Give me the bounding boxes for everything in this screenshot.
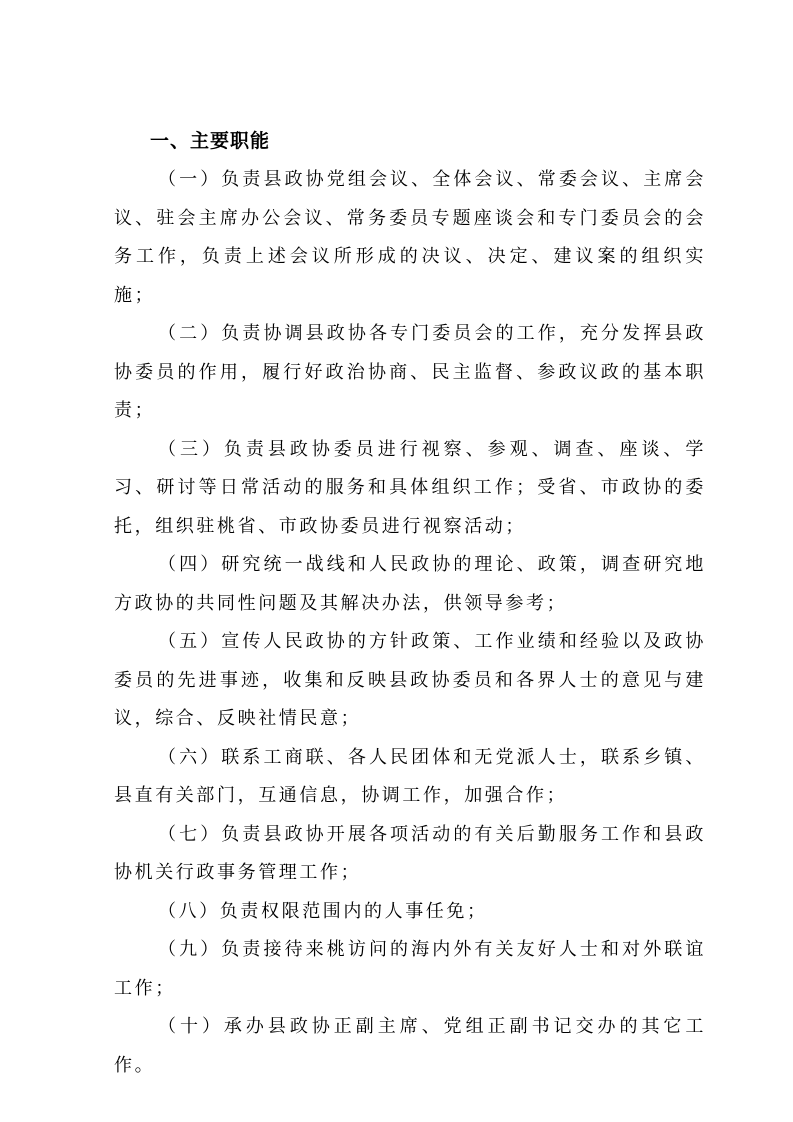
paragraph-item-3: （三）负责县政协委员进行视察、参观、调查、座谈、学习、研讨等日常活动的服务和具体组织工作；受省、市政协的委托，组织驻桃省、市政协委员进行视察活动；	[114, 438, 706, 537]
paragraph-item-6: （六）联系工商联、各人民团体和无党派人士，联系乡镇、县直有关部门，互通信息，协调工作，加强合作；	[114, 746, 706, 806]
paragraph-item-9: （九）负责接待来桃访问的海内外有关友好人士和对外联谊工作；	[114, 939, 706, 999]
paragraph-item-5: （五）宣传人民政协的方针政策、工作业绩和经验以及政协委员的先进事迹，收集和反映县政协委员和各界人士的意见与建议，综合、反映社情民意；	[114, 631, 706, 729]
paragraph-item-2: （二）负责协调县政协各专门委员会的工作，充分发挥县政协委员的作用，履行好政治协商、民主监督、参政议政的基本职责；	[114, 323, 706, 421]
paragraph-item-10: （十）承办县政协正副主席、党组正副书记交办的其它工作。	[114, 1016, 706, 1076]
section-heading: 一、主要职能	[150, 130, 271, 152]
paragraph-item-7: （七）负责县政协开展各项活动的有关后勤服务工作和县政协机关行政事务管理工作；	[114, 823, 706, 883]
document-content	[114, 122, 706, 1085]
paragraph-item-1: （一）负责县政协党组会议、全体会议、常委会议、主席会议、驻会主席办公会议、常务委员专题座谈会和专门委员会的会务工作，负责上述会议所形成的决议、决定、建议案的组织实施；	[114, 169, 706, 306]
paragraph-item-4: （四）研究统一战线和人民政协的理论、政策，调查研究地方政协的共同性问题及其解决办法，供领导参考；	[114, 554, 706, 614]
paragraph-item-8: （八）负责权限范围内的人事任免；	[158, 900, 488, 922]
